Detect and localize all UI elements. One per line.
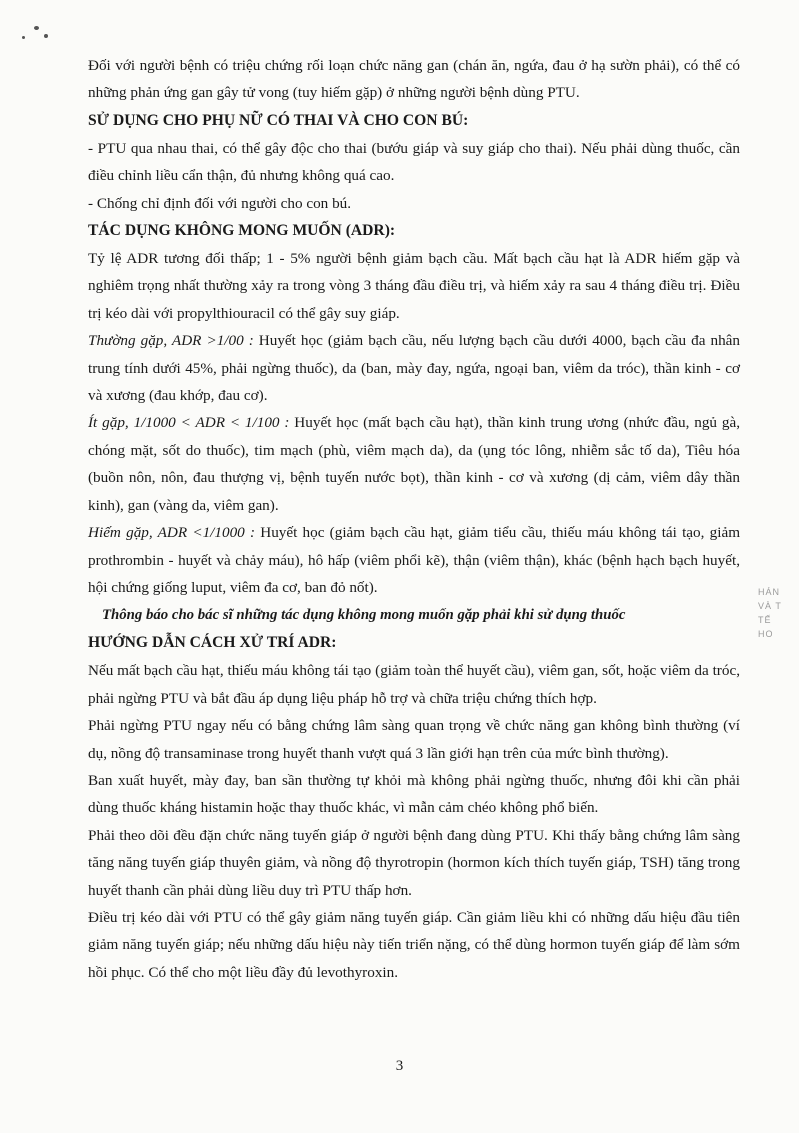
adr-uncommon-text: Huyết học (mất bạch cầu hạt), thần kinh trung ương (nhức đầu, ngủ gà, chóng mặt, sốt do thuốc), tim mạch (phù, viêm mạch da), da (ụng tóc lông, nhiễm sắc tố da), Tiêu hóa (buồn nôn, nôn, đau thượng vị, bệnh tuyến nước bọt), thần kinh - cơ và xương (dị cảm, viêm dây thần kinh), gan (vàng da, viêm gan).: [88, 414, 740, 514]
adr-common-paragraph: [88, 327, 740, 409]
rash-paragraph: Ban xuất huyết, mày đay, ban sần thường tự khỏi mà không phải ngừng thuốc, nhưng đôi khi cần phải dùng thuốc kháng histamin hoặc thay thuốc khác, vì mẫn cảm chéo không phổ biến.: [88, 771, 740, 817]
adr-rare-label: Hiếm gặp, ADR <1/1000 :: [88, 524, 256, 542]
pregnancy-heading: SỬ DỤNG CHO PHỤ NỮ CÓ THAI VÀ CHO CON BÚ:: [88, 111, 469, 129]
agranulocytosis-paragraph: Nếu mất bạch cầu hạt, thiếu máu không tái tạo (giảm toàn thể huyết cầu), viêm gan, sốt, hoặc viêm da tróc, phải ngừng PTU và bắt đầu áp dụng liệu pháp hỗ trợ và chữa triệu chứng thích hợp.: [88, 662, 740, 707]
edge-stamp-line: VÀ T: [758, 601, 782, 611]
document-body: [88, 52, 740, 986]
edge-stamp-line: TẾ: [758, 615, 772, 625]
liver-function-paragraph: Phải ngừng PTU ngay nếu có bằng chứng lâm sàng quan trọng về chức năng gan không bình thường (ví dụ, nồng độ transaminase trong huyết thanh vượt quá 3 lần giới hạn trên của mức bình thường).: [88, 717, 740, 762]
page-number: 3: [395, 1058, 404, 1074]
doctor-notice: Thông báo cho bác sĩ những tác dụng không mong muốn gặp phải khi sử dụng thuốc: [102, 607, 626, 624]
breastfeeding-paragraph: - Chống chỉ định đối với người cho con bú.: [88, 194, 352, 212]
placenta-paragraph: - PTU qua nhau thai, có thể gây độc cho thai (bướu giáp và suy giáp cho thai). Nếu phải dùng thuốc, cần điều chỉnh liều cẩn thận, đủ nhưng không quá cao.: [88, 139, 740, 185]
adr-uncommon-paragraph: [88, 409, 740, 519]
hypothyroidism-paragraph: Điều trị kéo dài với PTU có thể gây giảm năng tuyến giáp. Cần giảm liều khi có những dấu hiệu đầu tiên giảm năng tuyến giáp; nếu những dấu hiệu này tiến triển nặng, có thể dùng hormon tuyến giáp để làm sớm hồi phục. Có thể cho một liều đầy đủ levothyroxin.: [88, 908, 740, 981]
edge-stamp-fragment: [758, 585, 796, 641]
adr-rate-paragraph: Tỷ lệ ADR tương đối thấp; 1 - 5% người bệnh giảm bạch cầu. Mất bạch cầu hạt là ADR hiếm gặp và nghiêm trọng nhất thường xảy ra trong vòng 3 tháng đầu điều trị, và hiếm xảy ra sau 4 tháng điều trị. Điều trị kéo dài với propylthiouracil có thể gây suy giáp.: [88, 250, 740, 322]
scan-speck: [34, 26, 39, 30]
edge-stamp-line: HÁN: [758, 587, 781, 597]
hepatic-warning-paragraph: Đối với người bệnh có triệu chứng rối loạn chức năng gan (chán ăn, ngứa, đau ở hạ sườn phải), có thể có những phản ứng gan gây tử vong (tuy hiếm gặp) ở những người bệnh dùng PTU.: [88, 57, 740, 102]
thyroid-monitoring-paragraph: Phải theo dõi đều đặn chức năng tuyến giáp ở người bệnh đang dùng PTU. Khi thấy bằng chứng lâm sàng tăng năng tuyến giáp thuyên giảm, và nồng độ thyrotropin (hormon kích thích tuyến giáp, TSH) tăng trong huyết thanh cần phải dùng liều duy trì PTU thấp hơn.: [88, 826, 740, 899]
adr-management-heading: HƯỚNG DẪN CÁCH XỬ TRÍ ADR:: [88, 634, 337, 652]
adr-rare-paragraph: [88, 519, 740, 601]
adr-uncommon-label: Ít gặp, 1/1000 < ADR < 1/100 :: [88, 414, 290, 432]
scan-speck: [44, 34, 48, 38]
adr-common-label: Thường gặp, ADR >1/00 :: [88, 332, 254, 350]
adr-common-text: Huyết học (giảm bạch cầu, nếu lượng bạch cầu dưới 4000, bạch cầu đa nhân trung tính dưới 45%, phải ngừng thuốc), da (ban, mày đay, ngứa, ngoại ban, viêm da tróc), thần kinh - cơ và xương (đau khớp, đau cơ).: [88, 332, 740, 405]
adr-rare-text: Huyết học (giảm bạch cầu hạt, giảm tiểu cầu, thiếu máu không tái tạo, giảm prothrombin - huyết và chảy máu), hô hấp (viêm phổi kẽ), thận (viêm thận), khác (bệnh hạch bạch huyết, hội chứng giống luput, viêm đa cơ, ban đỏ nốt).: [88, 524, 741, 596]
scan-speck: [22, 36, 25, 39]
edge-stamp-line: HO: [758, 629, 774, 639]
adr-heading: TÁC DỤNG KHÔNG MONG MUỐN (ADR):: [88, 222, 396, 240]
